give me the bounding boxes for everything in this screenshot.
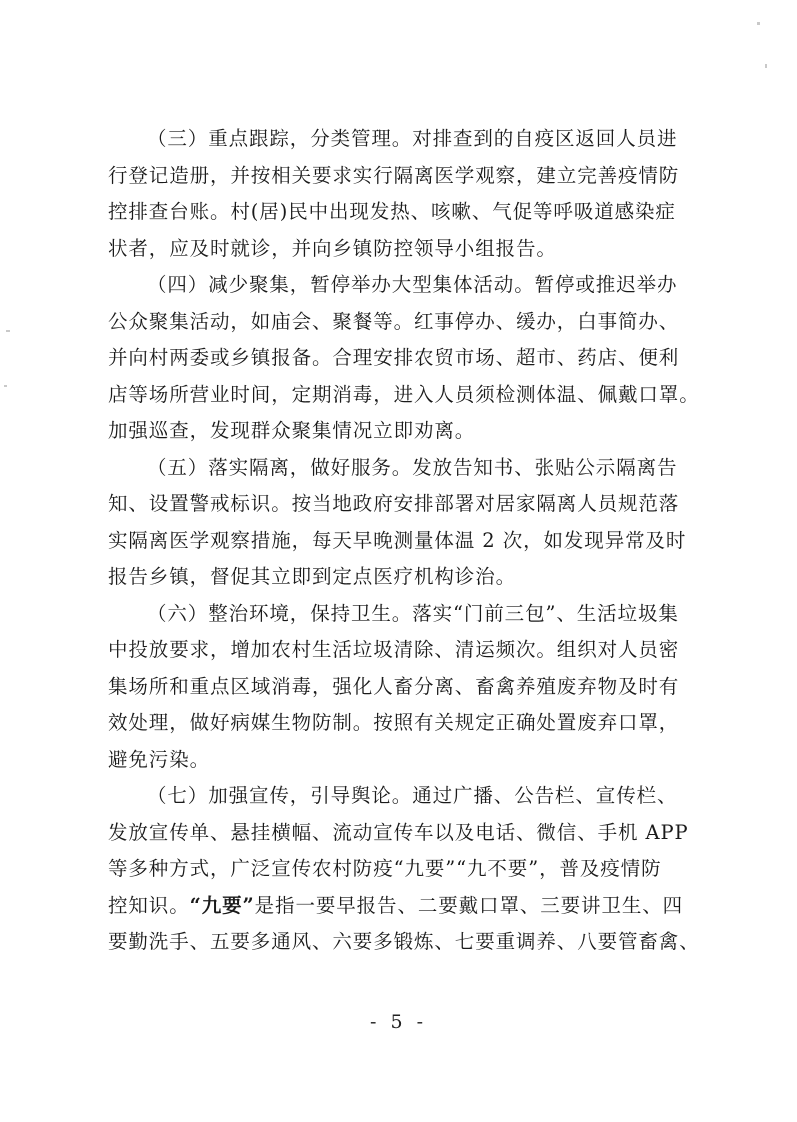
text-line: （七）加强宣传，引导舆论。通过广播、公告栏、宣传栏、 xyxy=(147,784,678,807)
paragraph-7 xyxy=(108,778,706,961)
paragraph-3 xyxy=(108,121,706,267)
paragraph-5 xyxy=(108,450,706,596)
scan-mark xyxy=(4,385,7,387)
text-line: 实隔离医学观察措施，每天早晚测量体温 2 次，如发现异常及时 xyxy=(108,528,687,552)
text-line: 并向村两委或乡镇报备。合理安排农贸市场、超市、药店、便利 xyxy=(108,346,680,369)
text-line-mixed xyxy=(108,888,706,925)
text-line: 公众聚集活动，如庙会、聚餐等。红事停办、缓办，白事简办、 xyxy=(108,309,680,333)
text-line: 报告乡镇，督促其立即到定点医疗机构诊治。 xyxy=(108,565,517,588)
scan-mark xyxy=(757,22,760,25)
text-line: 发放宣传单、悬挂横幅、流动宣传车以及电话、微信、手机 APP xyxy=(108,820,689,844)
text-line: （四）减少聚集，暂停举办大型集体活动。暂停或推迟举办 xyxy=(147,273,678,296)
text-line: 避免污染。 xyxy=(108,747,211,771)
text-line: 加强巡查，发现群众聚集情况立即劝离。 xyxy=(108,419,476,442)
text-line: 集场所和重点区域消毒，强化人畜分离、畜禽养殖废弃物及时有 xyxy=(108,674,680,698)
text-line: 中投放要求，增加农村生活垃圾清除、清运频次。组织对人员密 xyxy=(108,638,680,661)
text-line: （六）整治环境，保持卫生。落实“门前三包”、生活垃圾集 xyxy=(147,601,679,625)
text-line: 要勤洗手、五要多通风、六要多锻炼、七要重调养、八要管畜禽、 xyxy=(108,930,700,953)
text-line: 等多种方式，广泛宣传农村防疫“九要”“九不要”，普及疫情防 xyxy=(108,857,662,880)
document-body xyxy=(108,121,706,961)
scan-mark xyxy=(6,330,10,332)
paragraph-4 xyxy=(108,267,706,450)
text-line: 控排查台账。村(居)民中出现发热、咳嗽、气促等呼吸道感染症 xyxy=(108,200,676,223)
text-line: （五）落实隔离，做好服务。发放告知书、张贴公示隔离告 xyxy=(147,455,678,479)
scan-mark xyxy=(765,64,767,68)
text-line: 状者，应及时就诊，并向乡镇防控领导小组报告。 xyxy=(108,236,557,260)
text-segment: 是指一要早报告、二要戴口罩、三要讲卫生、四 xyxy=(254,893,684,917)
text-line: 知、设置警戒标识。按当地政府安排部署对居家隔离人员规范落 xyxy=(108,492,680,515)
text-line: 店等场所营业时间，定期消毒，进入人员须检测体温、佩戴口罩。 xyxy=(108,382,700,406)
bold-phrase: “九要” xyxy=(189,893,255,917)
text-segment: 控知识。 xyxy=(108,893,190,917)
text-line: 效处理，做好病媒生物防制。按照有关规定正确处置废弃口罩， xyxy=(108,711,680,734)
text-line: （三）重点跟踪，分类管理。对排查到的自疫区返回人员进 xyxy=(147,127,678,150)
paragraph-6 xyxy=(108,596,706,779)
page-number: - 5 - xyxy=(369,1011,427,1033)
text-line: 行登记造册，并按相关要求实行隔离医学观察，建立完善疫情防 xyxy=(108,163,680,187)
